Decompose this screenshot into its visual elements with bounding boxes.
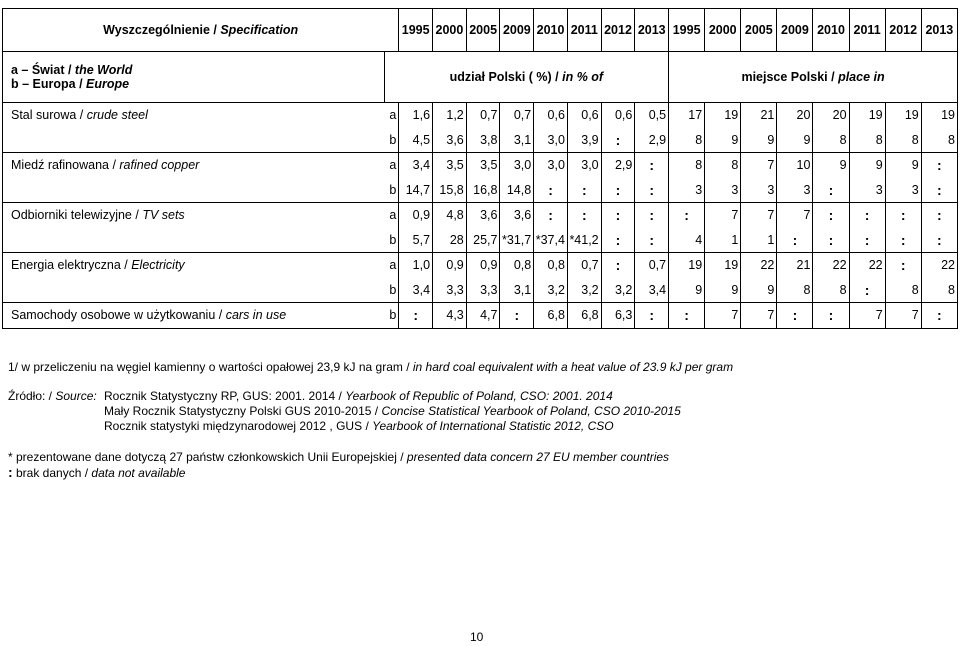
place-cell: : bbox=[813, 303, 849, 329]
share-cell: 25,7 bbox=[466, 228, 500, 253]
region-code: b bbox=[384, 228, 399, 253]
share-cell: 0,6 bbox=[601, 103, 635, 128]
place-cell: 8 bbox=[669, 128, 705, 153]
region-code: a bbox=[384, 203, 399, 228]
share-cell: 5,7 bbox=[399, 228, 433, 253]
eu-note: * prezentowane dane dotyczą 27 państw członkowskich Unii Europejskiej / presented data concern 27 EU member countries bbox=[8, 450, 670, 464]
share-cell: 14,8 bbox=[500, 178, 534, 203]
share-cell: *37,4 bbox=[534, 228, 568, 253]
share-cell: 0,9 bbox=[399, 203, 433, 228]
place-cell: : bbox=[885, 228, 921, 253]
share-cell: 3,1 bbox=[500, 278, 534, 303]
place-cell: 21 bbox=[777, 253, 813, 278]
place-cell: : bbox=[849, 278, 885, 303]
place-cell: 9 bbox=[813, 153, 849, 178]
share-cell: 3,2 bbox=[601, 278, 635, 303]
year-header: 1995 bbox=[399, 9, 433, 52]
place-cell: : bbox=[921, 303, 957, 329]
source-1: Rocznik Statystyczny RP, GUS: 2001. 2014 / Yearbook of Republic of Poland, CSO: 2001. 2014 bbox=[104, 389, 613, 403]
share-cell: : bbox=[534, 203, 568, 228]
place-cell: 22 bbox=[813, 253, 849, 278]
place-cell: 20 bbox=[813, 103, 849, 128]
share-cell: 2,9 bbox=[635, 128, 669, 153]
spec-header: Wyszczególnienie / Specification bbox=[3, 9, 399, 52]
share-cell: : bbox=[601, 178, 635, 203]
place-cell: : bbox=[777, 303, 813, 329]
share-cell: 3,1 bbox=[500, 128, 534, 153]
table-row bbox=[3, 303, 958, 329]
share-cell: 0,7 bbox=[635, 253, 669, 278]
place-cell: 9 bbox=[885, 153, 921, 178]
place-cell: : bbox=[885, 203, 921, 228]
table-row bbox=[3, 128, 958, 153]
share-cell: 1,6 bbox=[399, 103, 433, 128]
share-cell: 3,2 bbox=[534, 278, 568, 303]
share-cell: 3,0 bbox=[567, 153, 601, 178]
share-cell: : bbox=[567, 178, 601, 203]
share-cell: *31,7 bbox=[500, 228, 534, 253]
share-cell: 4,3 bbox=[433, 303, 467, 329]
place-cell: 8 bbox=[777, 278, 813, 303]
table-row bbox=[3, 203, 958, 228]
share-cell: : bbox=[399, 303, 433, 329]
place-cell: 10 bbox=[777, 153, 813, 178]
share-cell: 3,6 bbox=[500, 203, 534, 228]
place-cell: 8 bbox=[921, 128, 957, 153]
table-row bbox=[3, 253, 958, 278]
place-cell: 19 bbox=[849, 103, 885, 128]
region-code: b bbox=[384, 278, 399, 303]
share-cell: 3,6 bbox=[466, 203, 500, 228]
share-header: udział Polski ( %) / in % of bbox=[384, 52, 669, 103]
row-label: Energia elektryczna / Electricity bbox=[3, 253, 385, 278]
place-cell: 9 bbox=[669, 278, 705, 303]
share-cell: 6,8 bbox=[567, 303, 601, 329]
place-cell: 3 bbox=[885, 178, 921, 203]
place-cell: 17 bbox=[669, 103, 705, 128]
share-cell: 3,9 bbox=[567, 128, 601, 153]
header-row bbox=[3, 9, 958, 52]
source-label: Źródło: / Source: bbox=[8, 389, 97, 403]
year-header: 2005 bbox=[741, 9, 777, 52]
row-label bbox=[3, 128, 385, 153]
year-header: 2012 bbox=[601, 9, 635, 52]
place-cell: 22 bbox=[849, 253, 885, 278]
place-cell: 3 bbox=[741, 178, 777, 203]
row-label bbox=[3, 178, 385, 203]
share-cell: : bbox=[635, 203, 669, 228]
share-cell: 3,0 bbox=[534, 153, 568, 178]
row-label: Samochody osobowe w użytkowaniu / cars in use bbox=[3, 303, 385, 329]
place-cell: 1 bbox=[705, 228, 741, 253]
share-cell: : bbox=[601, 128, 635, 153]
year-header: 2005 bbox=[466, 9, 500, 52]
year-header: 2010 bbox=[813, 9, 849, 52]
subheader-row bbox=[3, 52, 958, 103]
region-code: b bbox=[384, 178, 399, 203]
table-row bbox=[3, 153, 958, 178]
place-cell: 4 bbox=[669, 228, 705, 253]
share-cell: 16,8 bbox=[466, 178, 500, 203]
place-cell: 1 bbox=[741, 228, 777, 253]
place-cell: : bbox=[777, 228, 813, 253]
share-cell: 3,3 bbox=[466, 278, 500, 303]
share-cell: : bbox=[500, 303, 534, 329]
share-cell: 0,6 bbox=[567, 103, 601, 128]
share-cell: : bbox=[601, 253, 635, 278]
place-cell: 22 bbox=[741, 253, 777, 278]
share-cell: 3,3 bbox=[433, 278, 467, 303]
share-cell: : bbox=[534, 178, 568, 203]
place-cell: 19 bbox=[705, 103, 741, 128]
place-cell: 19 bbox=[885, 103, 921, 128]
row-label: Stal surowa / crude steel bbox=[3, 103, 385, 128]
place-cell: : bbox=[849, 203, 885, 228]
row-label: Odbiorniki telewizyjne / TV sets bbox=[3, 203, 385, 228]
row-label: Miedź rafinowana / rafined copper bbox=[3, 153, 385, 178]
place-cell: 9 bbox=[705, 278, 741, 303]
place-cell: 19 bbox=[705, 253, 741, 278]
place-cell: : bbox=[921, 203, 957, 228]
statistics-table bbox=[2, 8, 958, 329]
share-cell: 0,7 bbox=[567, 253, 601, 278]
share-cell: 0,8 bbox=[534, 253, 568, 278]
place-cell: : bbox=[921, 153, 957, 178]
share-cell: 3,5 bbox=[466, 153, 500, 178]
share-cell: 3,6 bbox=[433, 128, 467, 153]
place-cell: 7 bbox=[741, 153, 777, 178]
source-3: Rocznik statystyki międzynarodowej 2012 , GUS / Yearbook of International Statistic 2012, CSO bbox=[104, 419, 614, 433]
share-cell: 4,7 bbox=[466, 303, 500, 329]
region-code: a bbox=[384, 253, 399, 278]
year-header: 2000 bbox=[705, 9, 741, 52]
place-cell: 22 bbox=[921, 253, 957, 278]
share-cell: 3,4 bbox=[635, 278, 669, 303]
place-cell: 7 bbox=[705, 203, 741, 228]
region-code: b bbox=[384, 128, 399, 153]
place-cell: 8 bbox=[885, 128, 921, 153]
place-header: miejsce Polski / place in bbox=[669, 52, 958, 103]
share-cell: 2,9 bbox=[601, 153, 635, 178]
year-header: 2009 bbox=[500, 9, 534, 52]
share-cell: : bbox=[635, 178, 669, 203]
source-2: Mały Rocznik Statystyczny Polski GUS 2010-2015 / Concise Statistical Yearbook of Poland, CSO 2010-2015 bbox=[104, 404, 681, 418]
share-cell: 1,0 bbox=[399, 253, 433, 278]
place-cell: 7 bbox=[849, 303, 885, 329]
share-cell: *41,2 bbox=[567, 228, 601, 253]
table-row bbox=[3, 178, 958, 203]
table-row bbox=[3, 228, 958, 253]
year-header: 2010 bbox=[534, 9, 568, 52]
year-header: 2013 bbox=[921, 9, 957, 52]
place-cell: 3 bbox=[849, 178, 885, 203]
share-cell: 0,7 bbox=[500, 103, 534, 128]
place-cell: 9 bbox=[849, 153, 885, 178]
share-cell: 28 bbox=[433, 228, 467, 253]
share-cell: 3,2 bbox=[567, 278, 601, 303]
place-cell: 8 bbox=[849, 128, 885, 153]
year-header: 2012 bbox=[885, 9, 921, 52]
sources bbox=[8, 389, 733, 434]
year-header: 2000 bbox=[433, 9, 467, 52]
place-cell: 21 bbox=[741, 103, 777, 128]
table-row bbox=[3, 278, 958, 303]
share-cell: : bbox=[635, 303, 669, 329]
place-cell: 7 bbox=[885, 303, 921, 329]
share-cell: 3,8 bbox=[466, 128, 500, 153]
place-cell: 7 bbox=[705, 303, 741, 329]
year-header: 2009 bbox=[777, 9, 813, 52]
place-cell: : bbox=[885, 253, 921, 278]
no-data-note: : brak danych / data not available bbox=[8, 464, 186, 480]
place-cell: 7 bbox=[777, 203, 813, 228]
place-cell: : bbox=[849, 228, 885, 253]
share-cell: 0,7 bbox=[466, 103, 500, 128]
year-header: 2013 bbox=[635, 9, 669, 52]
share-cell: 6,3 bbox=[601, 303, 635, 329]
share-cell: 3,5 bbox=[433, 153, 467, 178]
place-cell: : bbox=[813, 228, 849, 253]
share-cell: 3,0 bbox=[534, 128, 568, 153]
place-cell: : bbox=[813, 178, 849, 203]
place-cell: 8 bbox=[813, 278, 849, 303]
place-cell: : bbox=[813, 203, 849, 228]
year-header: 2011 bbox=[567, 9, 601, 52]
share-cell: 6,8 bbox=[534, 303, 568, 329]
share-cell: 0,6 bbox=[534, 103, 568, 128]
place-cell: 19 bbox=[669, 253, 705, 278]
place-cell: 8 bbox=[669, 153, 705, 178]
share-cell: 15,8 bbox=[433, 178, 467, 203]
year-header: 2011 bbox=[849, 9, 885, 52]
region-code: b bbox=[384, 303, 399, 329]
row-label bbox=[3, 278, 385, 303]
place-cell: : bbox=[669, 303, 705, 329]
place-cell: 7 bbox=[741, 303, 777, 329]
share-cell: : bbox=[601, 228, 635, 253]
share-cell: 4,8 bbox=[433, 203, 467, 228]
place-cell: 8 bbox=[921, 278, 957, 303]
place-cell: 9 bbox=[741, 128, 777, 153]
share-cell: : bbox=[601, 203, 635, 228]
place-cell: 8 bbox=[705, 153, 741, 178]
share-cell: 0,9 bbox=[466, 253, 500, 278]
notes-section bbox=[8, 360, 733, 481]
region-code: a bbox=[384, 103, 399, 128]
share-cell: 4,5 bbox=[399, 128, 433, 153]
share-cell: : bbox=[567, 203, 601, 228]
place-cell: : bbox=[669, 203, 705, 228]
place-cell: 9 bbox=[741, 278, 777, 303]
year-header: 1995 bbox=[669, 9, 705, 52]
row-label bbox=[3, 228, 385, 253]
share-cell: 3,4 bbox=[399, 278, 433, 303]
share-cell: 3,0 bbox=[500, 153, 534, 178]
place-cell: : bbox=[921, 228, 957, 253]
place-cell: 9 bbox=[705, 128, 741, 153]
region-legend: a – Świat / the World b – Europa / Europe bbox=[3, 52, 385, 103]
region-code: a bbox=[384, 153, 399, 178]
place-cell: 19 bbox=[921, 103, 957, 128]
place-cell: : bbox=[921, 178, 957, 203]
share-cell: : bbox=[635, 228, 669, 253]
place-cell: 8 bbox=[813, 128, 849, 153]
page-number: 10 bbox=[470, 630, 484, 644]
place-cell: 3 bbox=[669, 178, 705, 203]
share-cell: 0,8 bbox=[500, 253, 534, 278]
place-cell: 8 bbox=[885, 278, 921, 303]
share-cell: 14,7 bbox=[399, 178, 433, 203]
table-row bbox=[3, 103, 958, 128]
place-cell: 9 bbox=[777, 128, 813, 153]
place-cell: 3 bbox=[777, 178, 813, 203]
share-cell: 3,4 bbox=[399, 153, 433, 178]
place-cell: 7 bbox=[741, 203, 777, 228]
share-cell: 0,5 bbox=[635, 103, 669, 128]
share-cell: : bbox=[635, 153, 669, 178]
place-cell: 3 bbox=[705, 178, 741, 203]
share-cell: 1,2 bbox=[433, 103, 467, 128]
place-cell: 20 bbox=[777, 103, 813, 128]
footnote: 1/ w przeliczeniu na węgiel kamienny o wartości opałowej 23,9 kJ na gram / in hard coal equivalent with a heat value of 23.9 kJ per gram bbox=[8, 360, 734, 374]
share-cell: 0,9 bbox=[433, 253, 467, 278]
